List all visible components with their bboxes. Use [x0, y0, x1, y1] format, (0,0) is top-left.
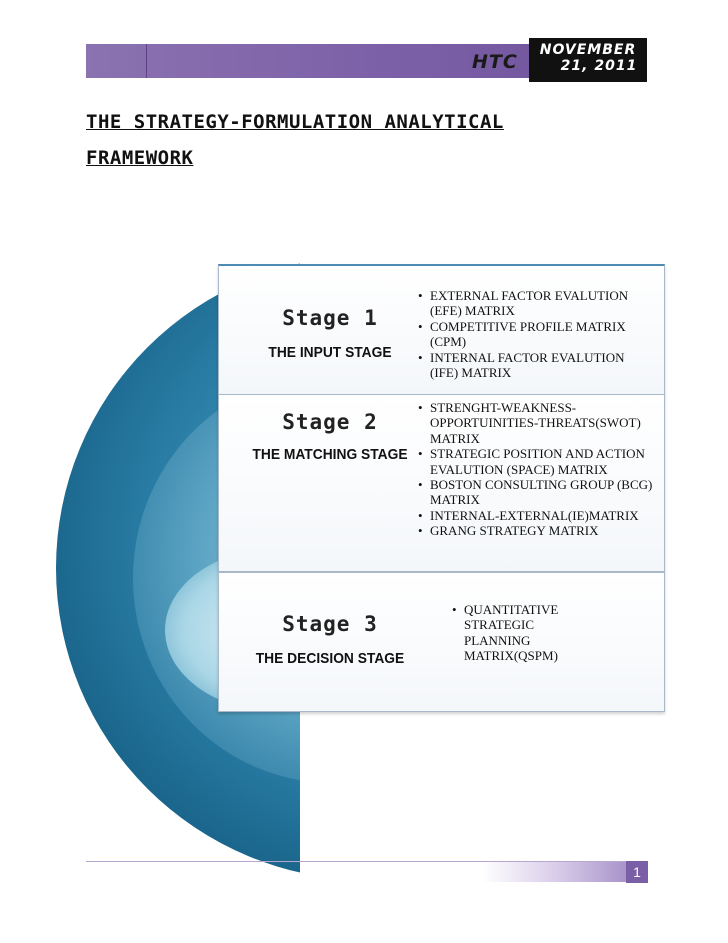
list-item: • EXTERNAL FACTOR EVALUTION (EFE) MATRIX	[418, 288, 650, 319]
footer-bar	[482, 862, 646, 882]
header-org: HTC	[472, 51, 518, 73]
header-date-line2: 21, 2011	[560, 58, 638, 74]
list-item: • INTERNAL FACTOR EVALUTION (IFE) MATRIX	[418, 350, 650, 381]
stage-3-title: Stage 3	[282, 612, 378, 636]
stage-2-items	[418, 400, 662, 539]
stage-3-panel	[218, 572, 665, 712]
list-item: • QUANTITATIVE STRATEGIC PLANNING MATRIX(QSPM)	[452, 602, 572, 664]
list-item: • GRANG STRATEGY MATRIX	[418, 523, 662, 538]
stage-3-subtitle: THE DECISION STAGE	[255, 650, 405, 667]
stage-3-items	[452, 602, 572, 664]
page-number: 1	[626, 861, 648, 883]
list-item: • STRENGHT-WEAKNESS-OPPORTUINITIES-THREATS(SWOT) MATRIX	[418, 400, 662, 446]
list-item: • COMPETITIVE PROFILE MATRIX (CPM)	[418, 319, 650, 350]
stage-2-title: Stage 2	[282, 410, 378, 434]
stage-1-items	[418, 288, 650, 380]
stage-1-title: Stage 1	[282, 306, 378, 330]
list-item: • INTERNAL-EXTERNAL(IE)MATRIX	[418, 508, 662, 523]
list-item: • BOSTON CONSULTING GROUP (BCG) MATRIX	[418, 477, 662, 508]
stage-2-subtitle: THE MATCHING STAGE	[252, 446, 408, 463]
stage-1-subtitle: THE INPUT STAGE	[268, 344, 392, 361]
header-date-line1: NOVEMBER	[539, 42, 637, 58]
page-title: THE STRATEGY-FORMULATION ANALYTICAL FRAMEWORK	[86, 111, 504, 169]
list-item: • STRATEGIC POSITION AND ACTION EVALUTION (SPACE) MATRIX	[418, 446, 662, 477]
